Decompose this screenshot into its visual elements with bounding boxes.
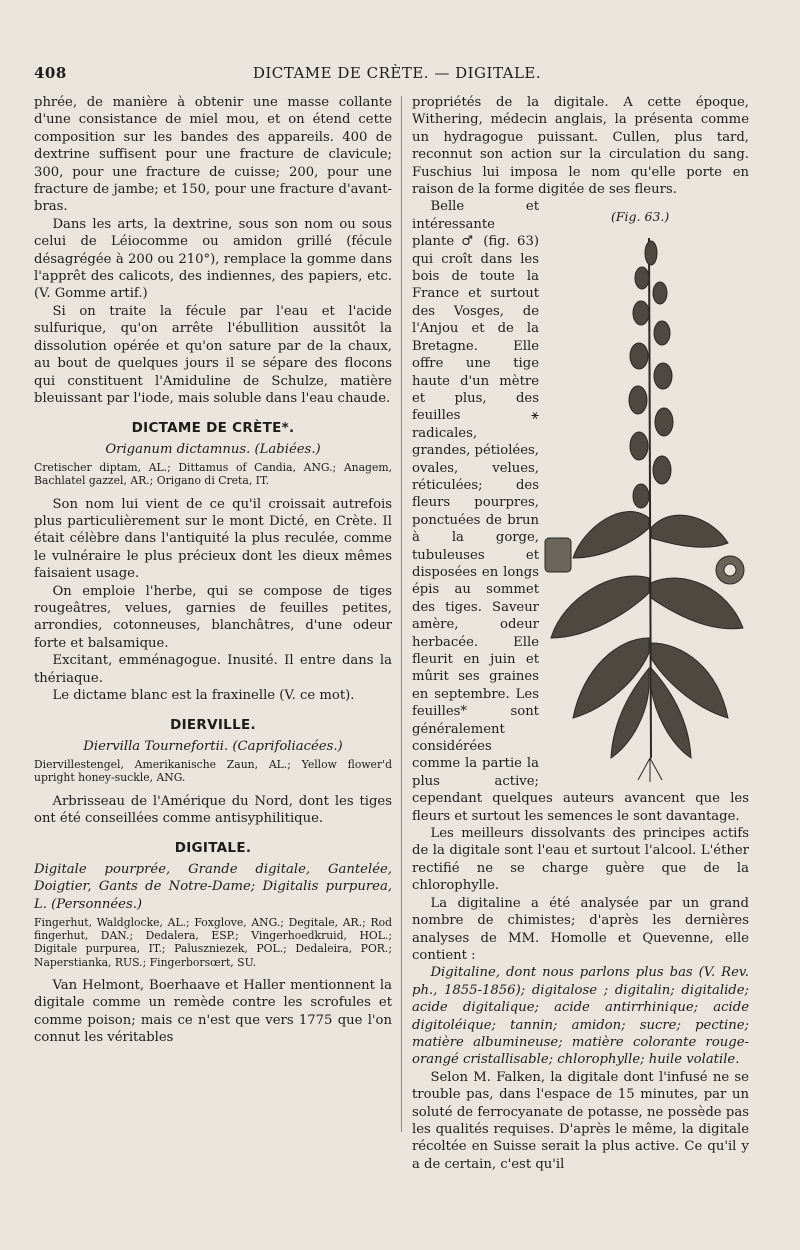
left-column <box>34 94 392 1047</box>
column-divider <box>401 96 402 1132</box>
paragraph: Arbrisseau de l'Amérique du Nord, dont les tiges ont été conseillées comme antisyphilitique. <box>34 793 392 827</box>
figure-caption: (Fig. 63.) <box>611 209 670 225</box>
synonyms: Fingerhut, Waldglocke, AL.; Foxglove, ANG.; Degitale, AR.; Rod fingerhut, DAN.; Dedalera, ESP.; Vingerhoedkruid, HOL.; Digitale purpurea, IT.; Paluszniezek, POL.; Dedaleira, POR.; Naperstianka, RUS.; Fingerborsœrt, SU. <box>34 916 392 969</box>
page-number: 408 <box>34 64 67 82</box>
synonyms: Cretischer diptam, AL.; Dittamus of Candia, ANG.; Anagem, Bachlatel gazzel, AR.; Origano di Creta, IT. <box>34 461 392 488</box>
latin-name: Diervilla Tournefortii. (Caprifoliacées.) <box>83 738 343 754</box>
paragraph: phrée, de manière à obtenir une masse collante d'une consistance de miel mou, et on étend cette composition sur les bandes des appareils. 400 de dextrine suffisent pour une fracture de clavicule; 300, pour une fracture de cuisse; 200, pour une fracture de jambe; et 150, pour une fracture d'avant-bras. <box>34 95 392 215</box>
paragraph: Si on traite la fécule par l'eau et l'acide sulfurique, qu'on arrête l'ébullition aussitôt la dissolution opérée et qu'on sature par de la chaux, au bout de quelques jours il se sépare des flocons qui constituent l'Amiduline de Schulze, matière bleuissant par l'iode, mais soluble dans l'eau chaude. <box>34 303 392 406</box>
paragraph: Van Helmont, Boerhaave et Haller mentionnent la digitale comme un remède contre les scrofules et comme poison; mais ce n'est que vers 1775 que l'on connut les véritables <box>34 977 392 1046</box>
section-title-digitale: DIGITALE. <box>174 840 252 857</box>
paragraph: Digitaline, dont nous parlons plus bas (V. Rev. ph., 1855-1856); digitalose ; digitalin; digitalide; acide digitalique; acide antirrhinique; acide digitoléique; tannin; amidon; sucre; pectine; matière albumineuse; matière colorante rouge-orangé cristallisable; chlorophylle; huile volatile. <box>412 965 749 1068</box>
paragraph: Selon M. Falken, la digitale dont l'infusé ne se trouble pas, dans l'espace de 15 minutes, par un soluté de ferrocyanate de potasse, ne possède pas les qualités requises. D'après le même, la digitale récoltée en Suisse serait la plus active. Ce qu'il y a de certain, c'est qu'il <box>412 1069 749 1172</box>
paragraph: La digitaline a été analysée par un grand nombre de chimistes; d'après les dernières analyses de MM. Homolle et Quevenne, elle contient : <box>412 895 749 963</box>
section-title-dictame: DICTAME DE CRÈTE*. <box>131 420 295 437</box>
paragraph: On emploie l'herbe, qui se compose de tiges rougeâtres, velues, garnies de feuilles petites, arrondies, cotonneuses, blanchâtres, d'une odeur forte et balsamique. <box>34 583 392 651</box>
synonyms: Diervillestengel, Amerikanische Zaun, AL.; Yellow flower'd upright honey-suckle, ANG. <box>34 758 392 785</box>
paragraph: Dans les arts, la dextrine, sous son nom ou sous celui de Léiocomme ou amidon grillé (fécule désagrégée à 200 ou 210°), remplace la gomme dans l'apprêt des calicots, des indiennes, des papiers, etc. (V. Gomme artif.) <box>34 216 392 302</box>
foxglove-illustration <box>543 198 749 784</box>
paragraph: Excitant, emménagogue. Inusité. Il entre dans la thériaque. <box>34 653 392 686</box>
paragraph: Les meilleurs dissolvants des principes actifs de la digitale sont l'eau et surtout l'alcool. L'éther rectifié ne se charge guère que de la chlorophylle. <box>412 826 749 894</box>
section-title-dierville: DIERVILLE. <box>170 717 256 734</box>
paragraph: propriétés de la digitale. A cette époque, Withering, médecin anglais, la présenta comme un hydragogue puissant. Cullen, plus tard, reconnut son action sur la circulation du sang. Fuschius lui imposa le nom qu'elle porte en raison de la forme digitée de ses fleurs. <box>412 95 749 198</box>
running-title: DICTAME DE CRÈTE. — DIGITALE. <box>252 64 542 82</box>
paragraph: Son nom lui vient de ce qu'il croissait autrefois plus particulièrement sur le mont Dicté, en Crète. Il était célèbre dans l'antiquité la plus reculée, comme le vulnéraire le plus précieux dont les dieux mêmes faisaient usage. <box>34 496 392 582</box>
page-header <box>34 64 760 86</box>
latin-name: Origanum dictamnus. (Labiées.) <box>105 441 321 457</box>
foxglove-figure <box>543 198 749 784</box>
latin-name: Digitale pourprée, Grande digitale, Gantelée, Doigtier, Gants de Notre-Dame; Digitalis purpurea, L. (Personnées.) <box>34 861 392 912</box>
paragraph: Belle et intéressante plante ♂ (fig. 63) qui croît dans les bois de toute la France et surtout des Vosges, de l'Anjou et de la Bretagne. Elle offre une tige haute d'un mètre et plus, des feuilles ⚹ radicales, grandes, pétiolées, ovales, velues, réticulées; des fleurs pourpres, ponctuées de brun à la gorge, tubuleuses et disposées en longs épis au sommet des tiges. Saveur amère, odeur herbacée. Elle fleurit en juin et mûrit ses graines en septembre. Les feuilles* sont généralement considérées comme la partie la plus active; cependant quelques auteurs avancent que les fleurs et surtout les semences le sont davantage. <box>412 199 749 824</box>
paragraph: Le dictame blanc est la fraxinelle (V. ce mot). <box>52 688 355 703</box>
right-column <box>412 94 749 1173</box>
